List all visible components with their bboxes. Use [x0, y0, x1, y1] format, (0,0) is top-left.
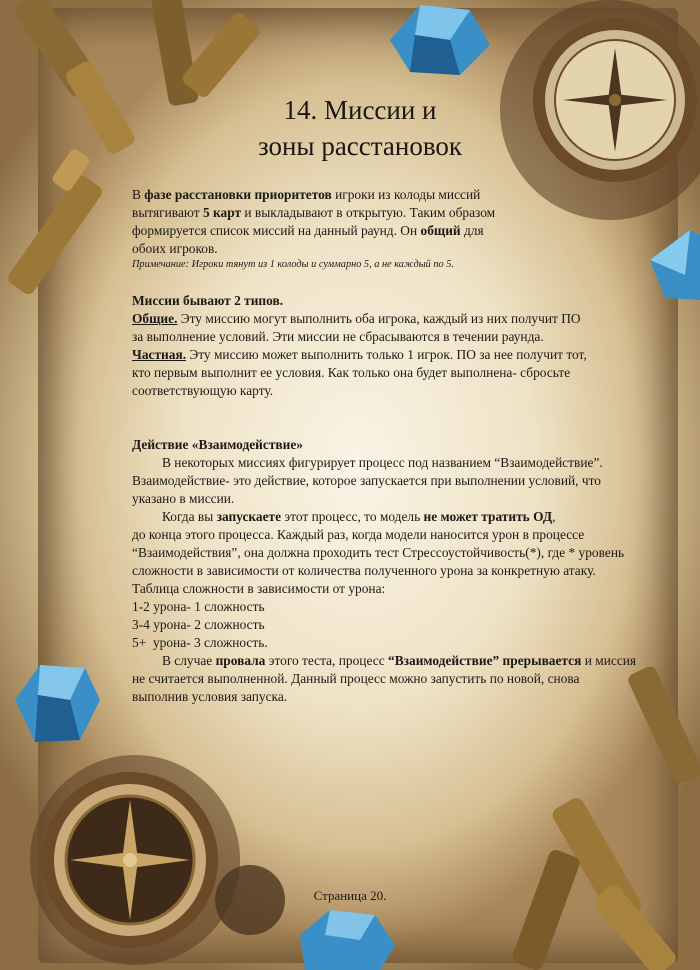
compass-icon [30, 755, 285, 965]
difficulty-row: 3-4 урона- 2 сложность [132, 617, 265, 632]
blue-crystal-icon [300, 910, 395, 970]
page-title [180, 92, 540, 164]
text-line: В некоторых миссиях фигурирует процесс под названием “Взаимодействие”. [162, 455, 603, 470]
text-line: обоих игроков. [132, 241, 218, 256]
text-line: до конца этого процесса. Каждый раз, когда модели наносится урон в процессе [132, 527, 585, 542]
text-line: указано в миссии. [132, 491, 235, 506]
text-line: Таблица сложности в зависимости от урона: [132, 581, 386, 596]
difficulty-row: 5+ урона- 3 сложность. [132, 635, 268, 650]
text-line: Общие. Эту миссию могут выполнить оба игрока, каждый из них получит ПО [132, 311, 581, 326]
section-heading: Миссии бывают 2 типов. [132, 293, 284, 308]
page-number: Страница 20. [313, 888, 387, 903]
text-line: вытягивают 5 карт и выкладывают в открытую. Таким образом [132, 205, 496, 220]
note-text: Примечание: Игроки тянут из 1 колоды и суммарно 5, а не каждый по 5. [132, 259, 454, 270]
text-line: Взаимодействие- это действие, которое запускается при выполнении условий, что [132, 473, 601, 488]
mission-types-section [132, 292, 667, 400]
blue-crystal-icon [390, 5, 490, 75]
text-line: формируется список миссий на данный раунд. Он общий для [132, 223, 484, 238]
text-line: не считается выполненной. Данный процесс можно запустить по новой, снова [132, 671, 580, 686]
intro-section [132, 186, 667, 272]
difficulty-row: 1-2 урона- 1 сложность [132, 599, 265, 614]
bullet-shell-icon [510, 664, 700, 970]
title-line: 14. Миссии и [283, 95, 437, 125]
interaction-section [132, 436, 667, 706]
text-line: “Взаимодействия”, она должна проходить тест Стрессоустойчивость(*), где * уровень [132, 545, 625, 560]
bullet-shell-icon [5, 147, 104, 297]
section-heading: Действие «Взаимодействие» [132, 437, 304, 452]
text-line: выполнив условия запуска. [132, 689, 288, 704]
text-line: В фазе расстановки приоритетов игроки из колоды миссий [132, 187, 481, 202]
text-line: сложности в зависимости от количества полученного урона за конкретную атаку. [132, 563, 596, 578]
text-line: В случае провала этого теста, процесс “Взаимодействие” прерывается и миссия [162, 653, 637, 668]
text-line: за выполнение условий. Эти миссии не сбрасываются в течении раунда. [132, 329, 544, 344]
text-line: Когда вы запускаете этот процесс, то модель не может тратить ОД, [162, 509, 556, 524]
blue-crystal-icon [15, 665, 100, 742]
title-line: зоны расстановок [257, 131, 463, 161]
text-line: Частная. Эту миссию может выполнить только 1 игрок. ПО за нее получит тот, [132, 347, 587, 362]
text-line: кто первым выполнит ее условия. Как только она будет выполнена- сбросьте [132, 365, 571, 380]
text-line: соответствующую карту. [132, 383, 274, 398]
